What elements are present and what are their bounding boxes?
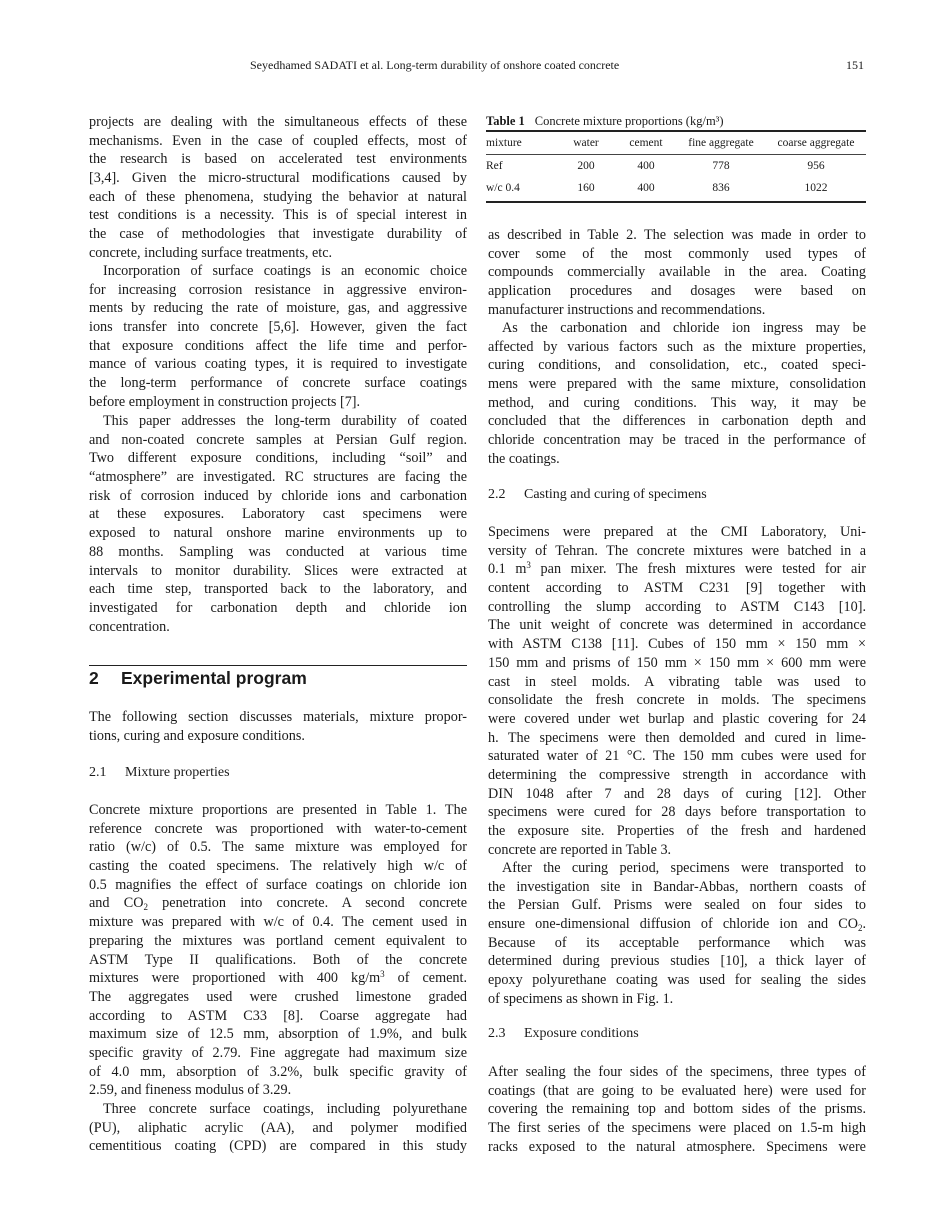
text-line: concrete, including surface treatments, etc. <box>89 244 333 261</box>
table-1 <box>486 112 866 203</box>
text-line: versity of Tehran. The concrete mixtures were batched in a <box>488 542 866 559</box>
column-header: coarse aggregate <box>777 137 855 149</box>
table-header-row <box>486 132 866 155</box>
text-line: tions, curing and exposure conditions. <box>89 727 305 744</box>
subsection-heading <box>488 1026 639 1042</box>
column-header: cement <box>629 137 663 149</box>
text-line: mixtures were proportioned with 400 $kg/m^3$ of cement. <box>89 969 467 987</box>
subsection-number: 2.1 <box>89 765 107 780</box>
text-line: intervals to monitor durability. Slices were extracted at <box>89 562 467 579</box>
section-divider <box>89 665 467 666</box>
text-line: ASTM Type II qualifications. Both of the concrete <box>89 951 467 968</box>
table-cell: 200 <box>577 160 595 172</box>
text-line: [3,4]. Given the micro-structural modifications caused by <box>89 170 467 187</box>
text-line: cementitious coating (CPD) are compared in this study <box>89 1138 467 1155</box>
text-line: 0.5 magnifies the effect of surface coatings on chloride ion <box>89 876 467 893</box>
subsection-number: 2.2 <box>488 487 506 502</box>
subsection-heading <box>488 487 707 503</box>
text-line: ratio (w/c) of 0.5. The same mixture was employed for <box>89 839 467 856</box>
text-line: The first series of the specimens were placed on 1.5-m high <box>488 1120 866 1137</box>
running-head-title: Seyedhamed SADATI et al. Long-term durability of onshore coated concrete <box>250 58 620 72</box>
table-label: Table 1 <box>486 114 525 128</box>
paragraph <box>89 708 467 745</box>
paragraph <box>488 319 866 469</box>
table-cell: 400 <box>637 160 655 172</box>
text-line: reference concrete was proportioned with water-to-cement <box>89 820 467 837</box>
text-line: The unit weight of concrete was determined in accordance <box>488 617 866 634</box>
mixture-table <box>486 132 866 199</box>
text-line: projects are dealing with the simultaneous effects of these <box>89 114 467 130</box>
text-line: the long-term performance of concrete surface coatings <box>89 375 467 392</box>
text-line: the research is based on accelerated test environments <box>89 151 467 168</box>
text-line: the coatings. <box>488 450 560 467</box>
paragraph <box>488 859 866 1009</box>
text-line: risk of corrosion induced by chloride ions and carbonation <box>89 487 467 504</box>
text-line: as described in Table 2. The selection was made in order to <box>488 227 866 243</box>
text-line: and non-coated concrete samples at Persian Gulf region. <box>89 431 467 448</box>
text-line: Three concrete surface coatings, including polyurethane <box>103 1101 467 1117</box>
text-line: manufacturer instructions and recommendations. <box>488 301 766 318</box>
text-line: 150 mm and prisms of 150 mm × 150 mm × 600 mm were <box>488 654 866 671</box>
table-row <box>486 177 866 199</box>
table-caption-text: Concrete mixture proportions (kg/m³) <box>534 114 724 128</box>
text-line: Incorporation of surface coatings is an economic choice <box>103 263 467 279</box>
paragraph <box>89 113 467 263</box>
running-head <box>0 58 925 76</box>
text-line: were covered under wet burlap and plastic covering for 24 <box>488 710 866 727</box>
table-cell: 956 <box>807 160 825 172</box>
text-line: each of these phenomena, studying the behavior at natural <box>89 188 467 205</box>
text-line: cover some of the most commonly used types of <box>488 245 866 262</box>
text-line: determined during previous studies [10], a thick layer of <box>488 953 866 970</box>
text-line: each time step, transported back to the laboratory, and <box>89 581 467 598</box>
text-line: 88 months. Sampling was conducted at various time <box>89 543 467 560</box>
text-line: application procedures and dosages were based on <box>488 283 866 300</box>
text-line: with ASTM C138 [11]. Cubes of 150 mm × 150 mm × <box>488 636 866 653</box>
subsection-title: Mixture properties <box>125 765 230 780</box>
text-line: of specimens as shown in Fig. 1. <box>488 990 674 1007</box>
text-line: the case of methodologies that investigate durability of <box>89 226 467 243</box>
text-line: casting the coated specimens. The relatively high w/c of <box>89 858 467 875</box>
text-line: maximum size of 12.5 mm, absorption of 1.9%, and bulk <box>89 1026 467 1043</box>
text-line: Concrete mixture proportions are presented in Table 1. The <box>89 802 467 818</box>
text-line: the Persian Gulf. Prisms were sealed on four sides to <box>488 897 866 914</box>
text-line: mixture was prepared with w/c of 0.4. The cement used in <box>89 914 467 931</box>
text-line: that exposure conditions affect the life time and perfor- <box>89 337 467 354</box>
page-number: 151 <box>846 58 864 72</box>
text-line: curing conditions, and consolidation, etc., coated speci- <box>488 357 866 374</box>
paragraph <box>89 262 467 412</box>
text-line: of 4.0 mm, absorption of 3.2%, bulk specific gravity of <box>89 1063 467 1080</box>
text-line: h. The specimens were then demolded and cured in lime- <box>488 729 866 746</box>
text-line: concentration. <box>89 618 170 635</box>
table-cell: 400 <box>637 182 655 194</box>
text-line: concluded that the differences in carbonation depth and <box>488 413 866 430</box>
text-line: according to ASTM C33 [8]. Coarse aggregate had <box>89 1007 467 1024</box>
text-line: After the curing period, specimens were transported to <box>502 860 866 876</box>
text-line: Two different exposure conditions, including “soil” and <box>89 450 467 467</box>
text-line: epoxy polyurethane coating was used for sealing the sides <box>488 972 866 989</box>
text-line: After sealing the four sides of the specimens, three types of <box>488 1064 866 1080</box>
text-line: covering the remaining top and bottom sides of the prisms. <box>488 1101 866 1118</box>
column-header: water <box>573 137 599 149</box>
text-line: exposed to natural onshore marine environments up to <box>89 525 467 542</box>
subsection-heading <box>89 765 230 781</box>
text-line: content according to ASTM C231 [9] together with <box>488 580 866 597</box>
text-line: (PU), aliphatic acrylic (AA), and polymer modified <box>89 1119 467 1136</box>
subsection-number: 2.3 <box>488 1026 506 1041</box>
text-line: Specimens were prepared at the CMI Laboratory, Uni- <box>488 524 866 540</box>
column-header: fine aggregate <box>688 137 754 149</box>
paragraph <box>488 523 866 859</box>
column-header: mixture <box>486 137 522 149</box>
table-cell: 836 <box>712 182 730 194</box>
text-line: coatings (that are going to be evaluated here) were used for <box>488 1082 866 1099</box>
text-line: before employment in construction projects [7]. <box>89 393 361 410</box>
table-caption <box>486 112 866 130</box>
text-line: This paper addresses the long-term durability of coated <box>103 413 467 429</box>
text-line: specific gravity of 2.79. Fine aggregate had maximum size <box>89 1044 467 1061</box>
text-line: “atmosphere” are investigated. RC structures are facing the <box>89 469 467 486</box>
text-line: ensure one-dimensional diffusion of chloride ion and $CO_2$. <box>488 916 866 934</box>
text-line: The following section discusses materials, mixture propor- <box>89 709 467 725</box>
subsection-title: Exposure conditions <box>524 1026 639 1041</box>
text-line: ions transfer into concrete [5,6]. However, given the fact <box>89 319 467 336</box>
text-line: ments by reducing the rate of moisture, gas, and aggressive <box>89 300 467 317</box>
text-line: affected by various factors such as the mixture properties, <box>488 338 866 355</box>
paragraph <box>488 226 866 319</box>
text-line: controlling the slump according to ASTM C143 [10]. <box>488 598 866 615</box>
text-line: method, and curing conditions. This way, it may be <box>488 394 866 411</box>
text-line: Because of its acceptable performance which was <box>488 934 866 951</box>
text-line: saturated water of 21 °C. The 150 mm cubes were used for <box>488 748 866 765</box>
paragraph <box>89 801 467 1100</box>
text-line: investigated for carbonation depth and chloride ion <box>89 599 467 616</box>
paragraph <box>89 1100 467 1156</box>
text-line: DIN 1048 after 7 and 28 days of curing [12]. Other <box>488 785 866 802</box>
text-line: As the carbonation and chloride ion ingress may be <box>502 320 866 336</box>
section-heading <box>89 668 307 689</box>
text-line: preparing the mixtures was portland cement equivalent to <box>89 932 467 949</box>
text-line: and $CO_2$ penetration into concrete. A second concrete <box>89 895 467 913</box>
table-cell: 778 <box>712 160 730 172</box>
subsection-title: Casting and curing of specimens <box>524 487 707 502</box>
text-line: 2.59, and fineness modulus of 3.29. <box>89 1082 292 1099</box>
section-title: Experimental program <box>121 668 307 688</box>
paragraph <box>488 1063 866 1156</box>
text-line: determining the compressive strength in accordance with <box>488 766 866 783</box>
table-cell: 160 <box>577 182 595 194</box>
text-line: compounds commercially available in the area. Coating <box>488 264 866 281</box>
text-line: 0.1 $m^3$ pan mixer. The fresh mixtures were tested for air <box>488 560 866 578</box>
table-cell: w/c 0.4 <box>486 182 520 194</box>
text-line: the exposure site. Properties of the fresh and hardened <box>488 823 866 839</box>
text-line: concrete are reported in Table 3. <box>488 841 672 858</box>
table-row <box>486 155 866 178</box>
table-cell: Ref <box>486 160 503 172</box>
text-line: mens were prepared with the same mixture, consolidation <box>488 376 866 393</box>
section-number: 2 <box>89 668 99 688</box>
text-line: cast in steel molds. A vibrating table was used to <box>488 673 866 690</box>
text-line: test conditions is a necessity. This is of special interest in <box>89 207 467 224</box>
text-line: mance of various coating types, it is required to investigate <box>89 356 467 373</box>
text-line: consolidate the fresh concrete in molds. The specimens <box>488 692 866 709</box>
text-line: The aggregates used were crushed limestone graded <box>89 988 467 1005</box>
text-line: racks exposed to the natural atmosphere. Specimens were <box>488 1138 866 1155</box>
text-line: chloride concentration may be traced in the performance of <box>488 432 866 449</box>
paragraph <box>89 412 467 636</box>
table-cell: 1022 <box>804 182 828 194</box>
table-bottom-rule <box>486 201 866 203</box>
text-line: the investigation site in Bandar-Abbas, northern coasts of <box>488 878 866 895</box>
text-line: specimens were cured for 28 days before transportation to <box>488 804 866 821</box>
text-line: at these exposures. Laboratory cast specimens were <box>89 506 467 523</box>
text-line: mechanisms. Even in the case of coupled effects, most of <box>89 132 467 149</box>
text-line: for increasing corrosion resistance in aggressive environ- <box>89 281 467 298</box>
